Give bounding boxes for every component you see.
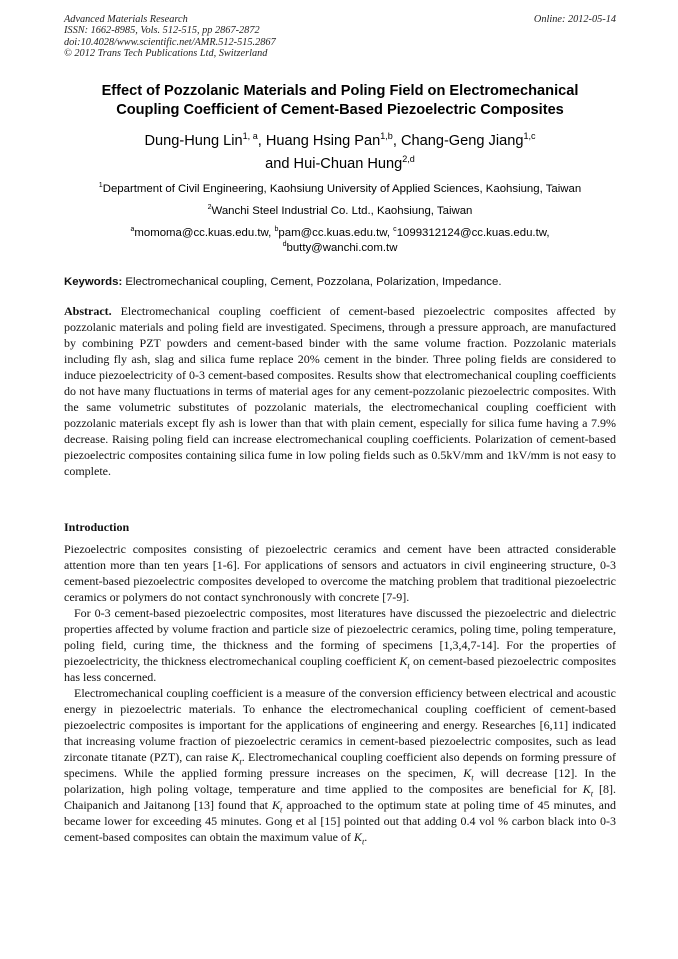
email: momoma@cc.kuas.edu.tw, [134,227,275,239]
title-line-1: Effect of Pozzolanic Materials and Poling Field on Electromechanical [101,83,579,99]
author-separator: , [257,133,266,149]
intro-paragraph-1: Piezoelectric composites consisting of piezoelectric ceramics and cement have been attracted considerable attention more than ten years [1-6]. For applications of sensors and actuators in civil engineering structure, 0-3 cement-based piezoelectric composites developed to overcome the matching problem that traditional piezoelectric ceramics or polymers do not contact synchronously with concrete [7-9]. [64,542,616,604]
abstract [64,303,616,479]
keywords-label: Keywords: [64,276,123,288]
journal-header [64,14,616,60]
intro-paragraph-2: For 0-3 cement-based piezoelectric composites, most literatures have discussed the piezoelectric and dielectric properties affected by volume fraction and particle size of piezoelectric ceramics, poling time, poling temperature, poling field, curing time, the thickness and the forming of specimens [1,3,4,7-14]. For the properties of piezoelectricity, the thickness electromechanical coupling coefficient $K_t$ on cement-based piezoelectric composites has less concerned. [64,606,617,684]
kt-symbol: $K_t$ [231,750,242,767]
kt-symbol: $K_t$ [463,766,474,783]
author-name: Huang Hsing Pan [265,133,381,149]
copyright-line: © 2012 Trans Tech Publications Ltd, Switzerland [64,48,268,60]
section-heading-introduction: Introduction [64,520,130,534]
email-sup: a [130,226,135,234]
author-sup: 1,c [523,131,536,142]
journal-name: Advanced Materials Research [64,14,188,25]
affiliation-sup: 1 [98,182,103,190]
author-sup: 1, a [242,131,258,142]
kt-symbol: $K_t$ [582,782,594,799]
issn-line: ISSN: 1662-8985, Vols. 512-515, pp 2867-2872 [64,25,260,37]
abstract-text: Electromechanical coupling coefficient of cement-based piezoelectric composites affected by pozzolanic materials and poling field are investigated. Specimens, through a pressure approach, are manufactured by combining PZT powders and cement-based binder with the same volume fraction. Pozzolanic materials including fly ash, slag and silica fume replace 20% cement in the binder. Three poling fields are considered to induce piezoelectricity of 0-3 cement-based composites. Results show that electromechanical coupling coefficients do not have many fluctuations in terms of material ages for any cement-pozzolanic piezoelectric composites. With the same volumetric substitutes of pozzolanic materials, the electromechanical coupling coefficient with pozzolanic materials except fly ash is lower than that with plain cement, especially for silica fume having a 7.9% decrease. Raising poling field can increase electromechanical coupling coefficients. Polarization of cement-based piezoelectric composites containing silica fume in low poling fields such as 0.5kV/mm and 1kV/mm is not easy to complete. [64,304,616,478]
intro-paragraph-3: Electromechanical coupling coefficient is a measure of the conversion efficiency between electrical and acoustic energy in piezoelectric materials. To enhance the electromechanical coupling coefficient of cement-based piezoelectric composites is important for the applications of engineering and energy. Researches [6,11] indicated that increasing volume fraction of piezoelectric ceramics in cement-based piezoelectric composites, such as lead zirconate titanate (PZT), can raise $K_t$. Electromechanical coupling coefficient also depends on forming pressure of specimens. While the applied forming pressure increases on the specimen, $K_t$ will decrease [12]. In the polarization, high poling voltage, temperature and time applied to the composites are beneficial for $K_t$ [8]. Chaipanich and Jaitanong [13] found that $K_t$ approached to the optimum state at poling time of 45 minutes, and became lower for exceeding 45 minutes. Gong et al [15] pointed out that adding 0.4 vol % carbon black into 0-3 cement-based composites can obtain the maximum value of $K_t$. [64,686,616,847]
author-name: Chang-Geng Jiang [400,133,524,149]
kt-symbol: $K_t$ [271,798,283,815]
affiliation-sup: 2 [207,204,212,212]
email: 1099312124@cc.kuas.edu.tw, [396,227,550,239]
email: pam@cc.kuas.edu.tw, [278,227,394,239]
author-name: Dung-Hung Lin [144,133,243,149]
email-line-2 [64,241,616,256]
affiliation-text: Department of Civil Engineering, Kaohsiung University of Applied Sciences, Kaohsiung, Taiwan [102,183,582,195]
email-sup: c [393,226,397,234]
kt-symbol: $K_t$ [353,830,365,847]
authors-line-1 [64,130,616,153]
abstract-label: Abstract. [64,304,112,318]
title-line-2: Coupling Coefficient of Cement-Based Piezoelectric Composites [116,102,564,118]
affiliation-text: Wanchi Steel Industrial Co. Ltd., Kaohsiung, Taiwan [211,205,473,217]
author-sup: 2,d [402,154,415,165]
author-name: Hui-Chuan Hung [293,156,403,172]
email: butty@wanchi.com.tw [286,242,398,254]
email-sup: b [274,226,279,234]
email-sup: d [282,241,287,249]
doi-line: doi:10.4028/www.scientific.net/AMR.512-515.2867 [64,36,276,48]
affiliation-1 [64,182,616,197]
keywords-text: Electromechanical coupling, Cement, Pozzolana, Polarization, Impedance. [122,276,502,288]
authors-line-2 [64,153,616,176]
kt-symbol: $K_t$ [399,654,410,671]
author-separator: , [392,133,401,149]
online-date: Online: 2012-05-14 [533,14,616,25]
paper-title [64,82,616,120]
email-list [64,226,616,256]
author-and: and [265,156,294,172]
author-sup: 1,b [380,131,393,142]
keywords [64,275,616,290]
email-line-1 [64,226,616,241]
author-list [64,130,616,176]
affiliation-2 [64,204,616,219]
introduction-body [64,541,616,845]
